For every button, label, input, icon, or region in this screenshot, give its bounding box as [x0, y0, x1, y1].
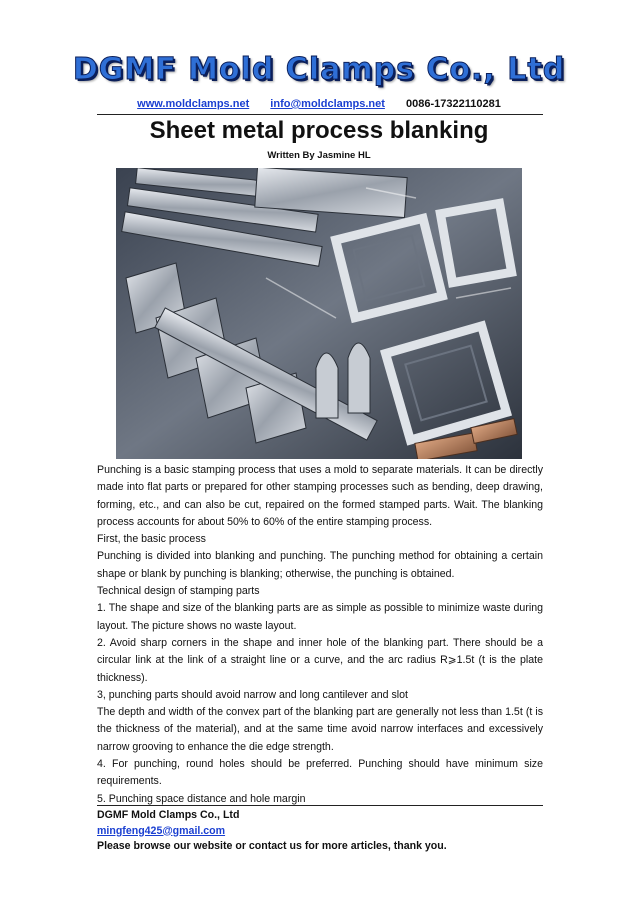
stamped-parts-photo — [116, 168, 522, 459]
paragraph: The depth and width of the convex part of the blanking part are generally not less than 1.5t (t is the thickness of the material), and at the same time avoid narrow interfaces and excessively narrow grooving to enhance the die edge strength. — [97, 706, 543, 753]
contact-line — [0, 98, 638, 110]
header-divider — [97, 114, 543, 115]
paragraph: 3, punching parts should avoid narrow and long cantilever and slot — [97, 688, 408, 701]
page-title: Sheet metal process blanking — [149, 117, 489, 144]
paragraph: Punching is a basic stamping process that uses a mold to separate materials. It can be directly made into flat parts or prepared for other stamping processes such as bending, deep drawing, forming, etc., and can also be cut, repaired on the formed stamped parts. Wait. The blanking process accounts for about 50% to 60% of the entire stamping process. — [97, 464, 543, 528]
phone-number: 0086-17322110281 — [405, 98, 501, 110]
footer-email-link[interactable]: mingfeng425@gmail.com — [97, 824, 226, 837]
logo-text: DGMF Mold Clamps Co., Ltd — [72, 52, 566, 87]
paragraph: Punching is divided into blanking and punching. The punching method for obtaining a certain shape or blank by punching is blanking; otherwise, the punching is obtained. — [97, 550, 543, 580]
page-footer — [97, 808, 543, 855]
footer-divider — [97, 805, 543, 806]
footer-company: DGMF Mold Clamps Co., Ltd — [97, 809, 240, 821]
paragraph: First, the basic process — [97, 533, 206, 546]
email-link[interactable]: info@moldclamps.net — [270, 98, 385, 110]
website-link[interactable]: www.moldclamps.net — [137, 98, 250, 110]
paragraph: 5. Punching space distance and hole margin — [97, 792, 306, 805]
stamped-parts-illustration — [116, 168, 522, 459]
paragraph: 1. The shape and size of the blanking parts are as simple as possible to minimize waste during layout. The picture shows no waste layout. — [97, 602, 543, 632]
paragraph: 4. For punching, round holes should be preferred. Punching should have minimum size requirements. — [97, 758, 543, 788]
company-logo — [0, 52, 638, 87]
author-line: Written By Jasmine HL — [267, 150, 371, 161]
footer-note: Please browse our website or contact us for more articles, thank you. — [97, 840, 447, 852]
paragraph: 2. Avoid sharp corners in the shape and inner hole of the blanking part. There should be a circular link at the link of a straight line or a curve, and the arc radius R⩾1.5t (t is the plate thickness). — [97, 636, 543, 684]
paragraph: Technical design of stamping parts — [97, 585, 260, 598]
article-body — [97, 462, 543, 808]
